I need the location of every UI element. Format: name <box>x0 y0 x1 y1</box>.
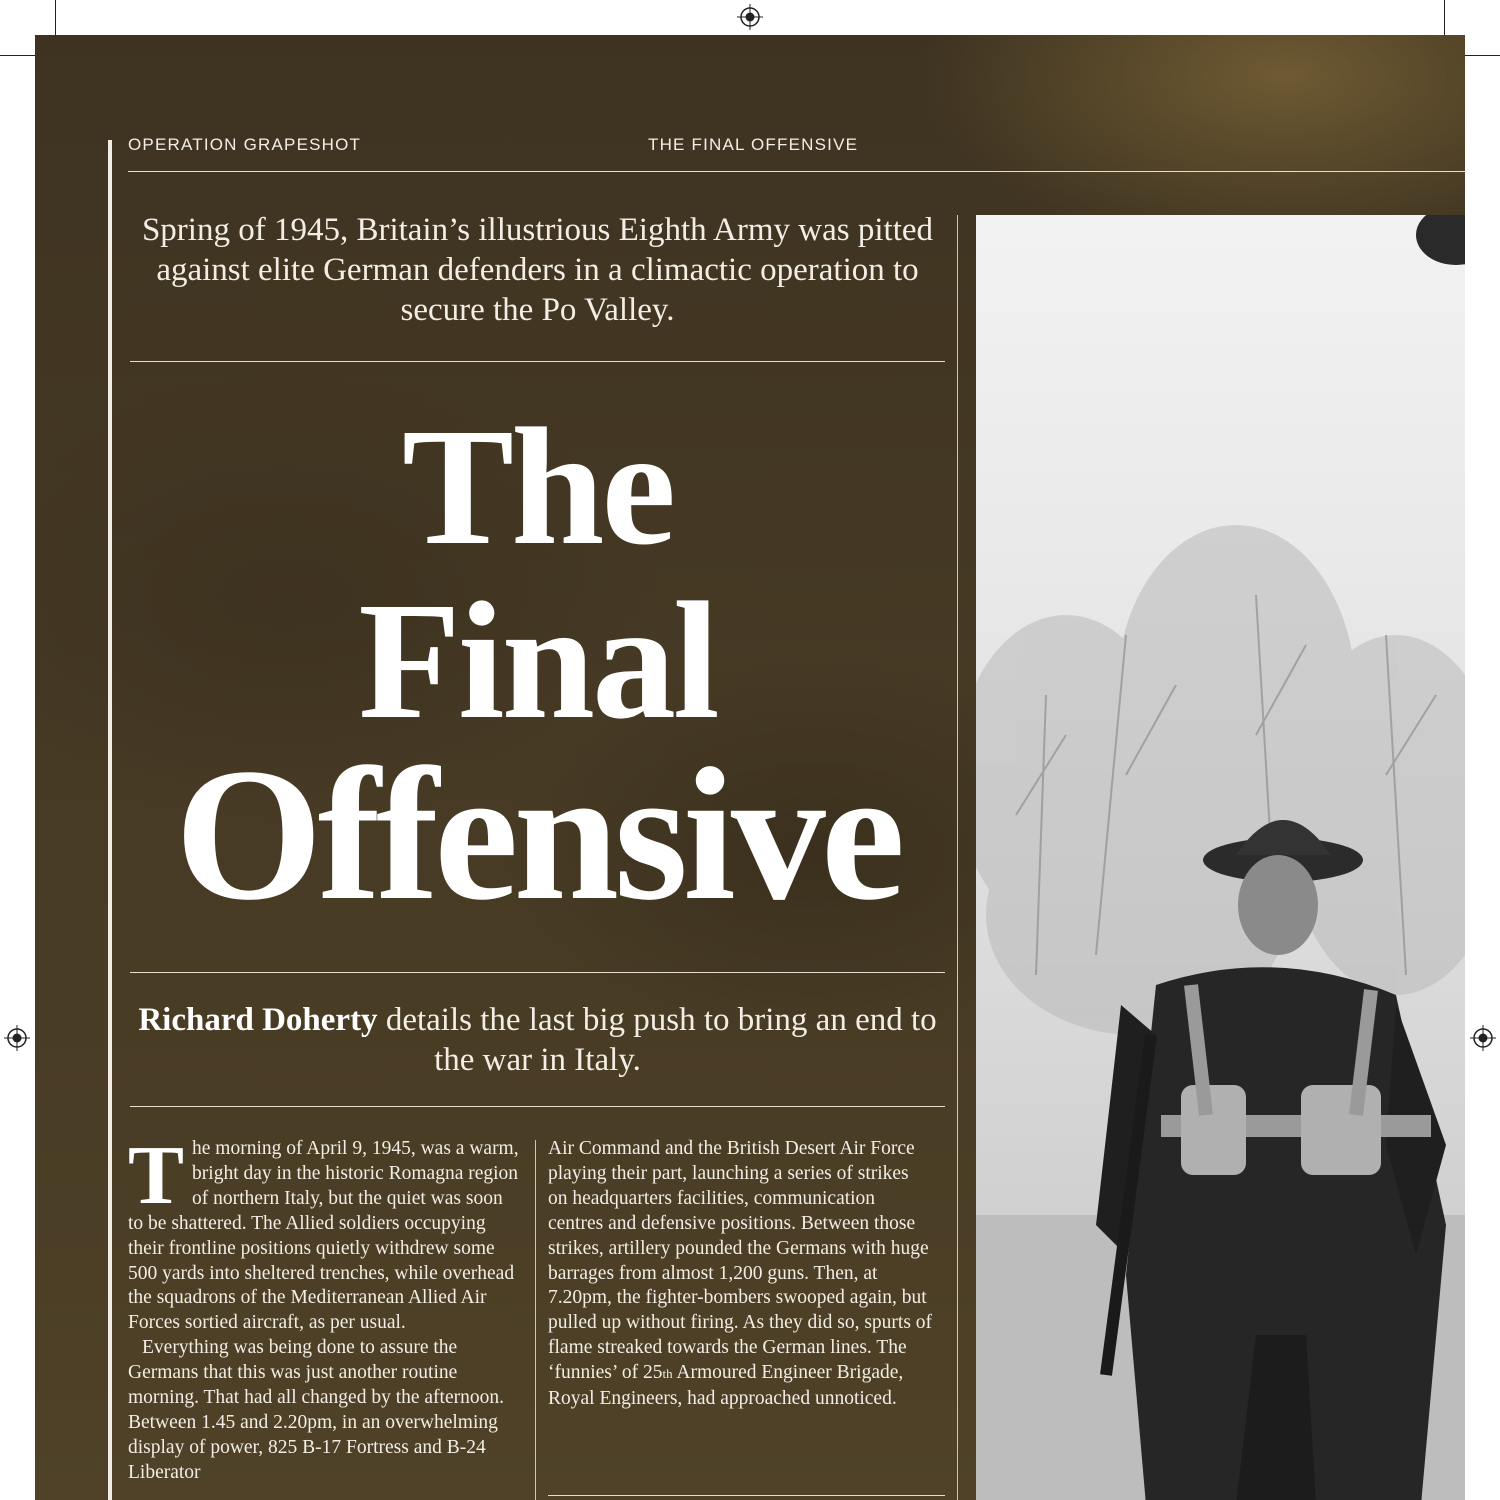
crop-mark <box>55 0 56 35</box>
registration-mark-icon <box>1470 1025 1496 1051</box>
crop-mark <box>1444 0 1445 35</box>
running-head-title: THE FINAL OFFENSIVE <box>648 135 859 154</box>
body-column-1 <box>128 1129 520 1486</box>
headline-rule <box>130 972 945 973</box>
foliage-shape <box>1416 215 1465 265</box>
body-paragraph: Everything was being done to assure the Germans that this was just another routine morning. That had all changed by the afternoon. Between 1.45 and 2.20pm, in an overwhelming display of power, 825 B-17 Fortress and B-24 Liberator <box>128 1337 504 1483</box>
soldier-photo <box>976 215 1465 1500</box>
byline-rule <box>130 1106 945 1107</box>
crop-mark <box>0 55 35 56</box>
standfirst: Spring of 1945, Britain’s illustrious Eighth Army was pitted against elite German defenders in a climactic operation to secure the Po Valley. <box>141 212 934 328</box>
body-column-divider <box>535 1140 536 1500</box>
shrubs <box>976 525 1465 1035</box>
headline-line-3: Offensive <box>174 730 901 940</box>
column-end-rule <box>548 1495 945 1496</box>
soldier-illustration <box>976 215 1465 1500</box>
ordinal-suffix: th <box>662 1366 673 1382</box>
registration-mark-icon <box>4 1025 30 1051</box>
body-column-2 <box>548 1137 933 1412</box>
standfirst-rule <box>130 361 945 362</box>
header-rule <box>128 171 1465 172</box>
drop-cap: T <box>128 1129 185 1222</box>
body-paragraph: Air Command and the British Desert Air Force playing their part, launching a series of strikes on headquarters facilities, communication centres and defensive positions. Between those strikes, artillery pounded the Germans with huge barrages from almost 1,200 guns. Then, at 7.20pm, the fighter-bombers swooped again, but pulled up without firing. As they did so, spurts of flame streaked towards the German lines. The ‘funnies’ of 25 <box>548 1138 933 1384</box>
crop-mark <box>1465 55 1500 56</box>
headline-line-2: Final <box>358 568 717 754</box>
author-name: Richard Doherty <box>138 1002 378 1038</box>
page-title <box>125 394 950 940</box>
byline <box>130 1000 945 1080</box>
column-divider <box>957 215 958 1500</box>
byline-text: details the last big push to bring an end to the war in Italy. <box>377 1002 937 1078</box>
headline-line-1: The <box>401 394 674 580</box>
body-paragraph: he morning of April 9, 1945, was a warm, bright day in the historic Romagna region of northern Italy, but the quiet was soon to be shattered. The Allied soldiers occupying their frontline positions quietly withdrew some 500 yards into sheltered trenches, while overhead the squadrons of the Mediterranean Allied Air Forces sortied aircraft, as per usual. <box>128 1138 519 1334</box>
left-margin-rule <box>108 140 112 1500</box>
registration-mark-icon <box>737 4 763 30</box>
body-paragraph: Armoured Engineer Brigade, Royal Engineers, had approached unnoticed. <box>548 1362 904 1410</box>
running-head-section: OPERATION GRAPESHOT <box>128 135 362 154</box>
magazine-page <box>35 35 1465 1500</box>
